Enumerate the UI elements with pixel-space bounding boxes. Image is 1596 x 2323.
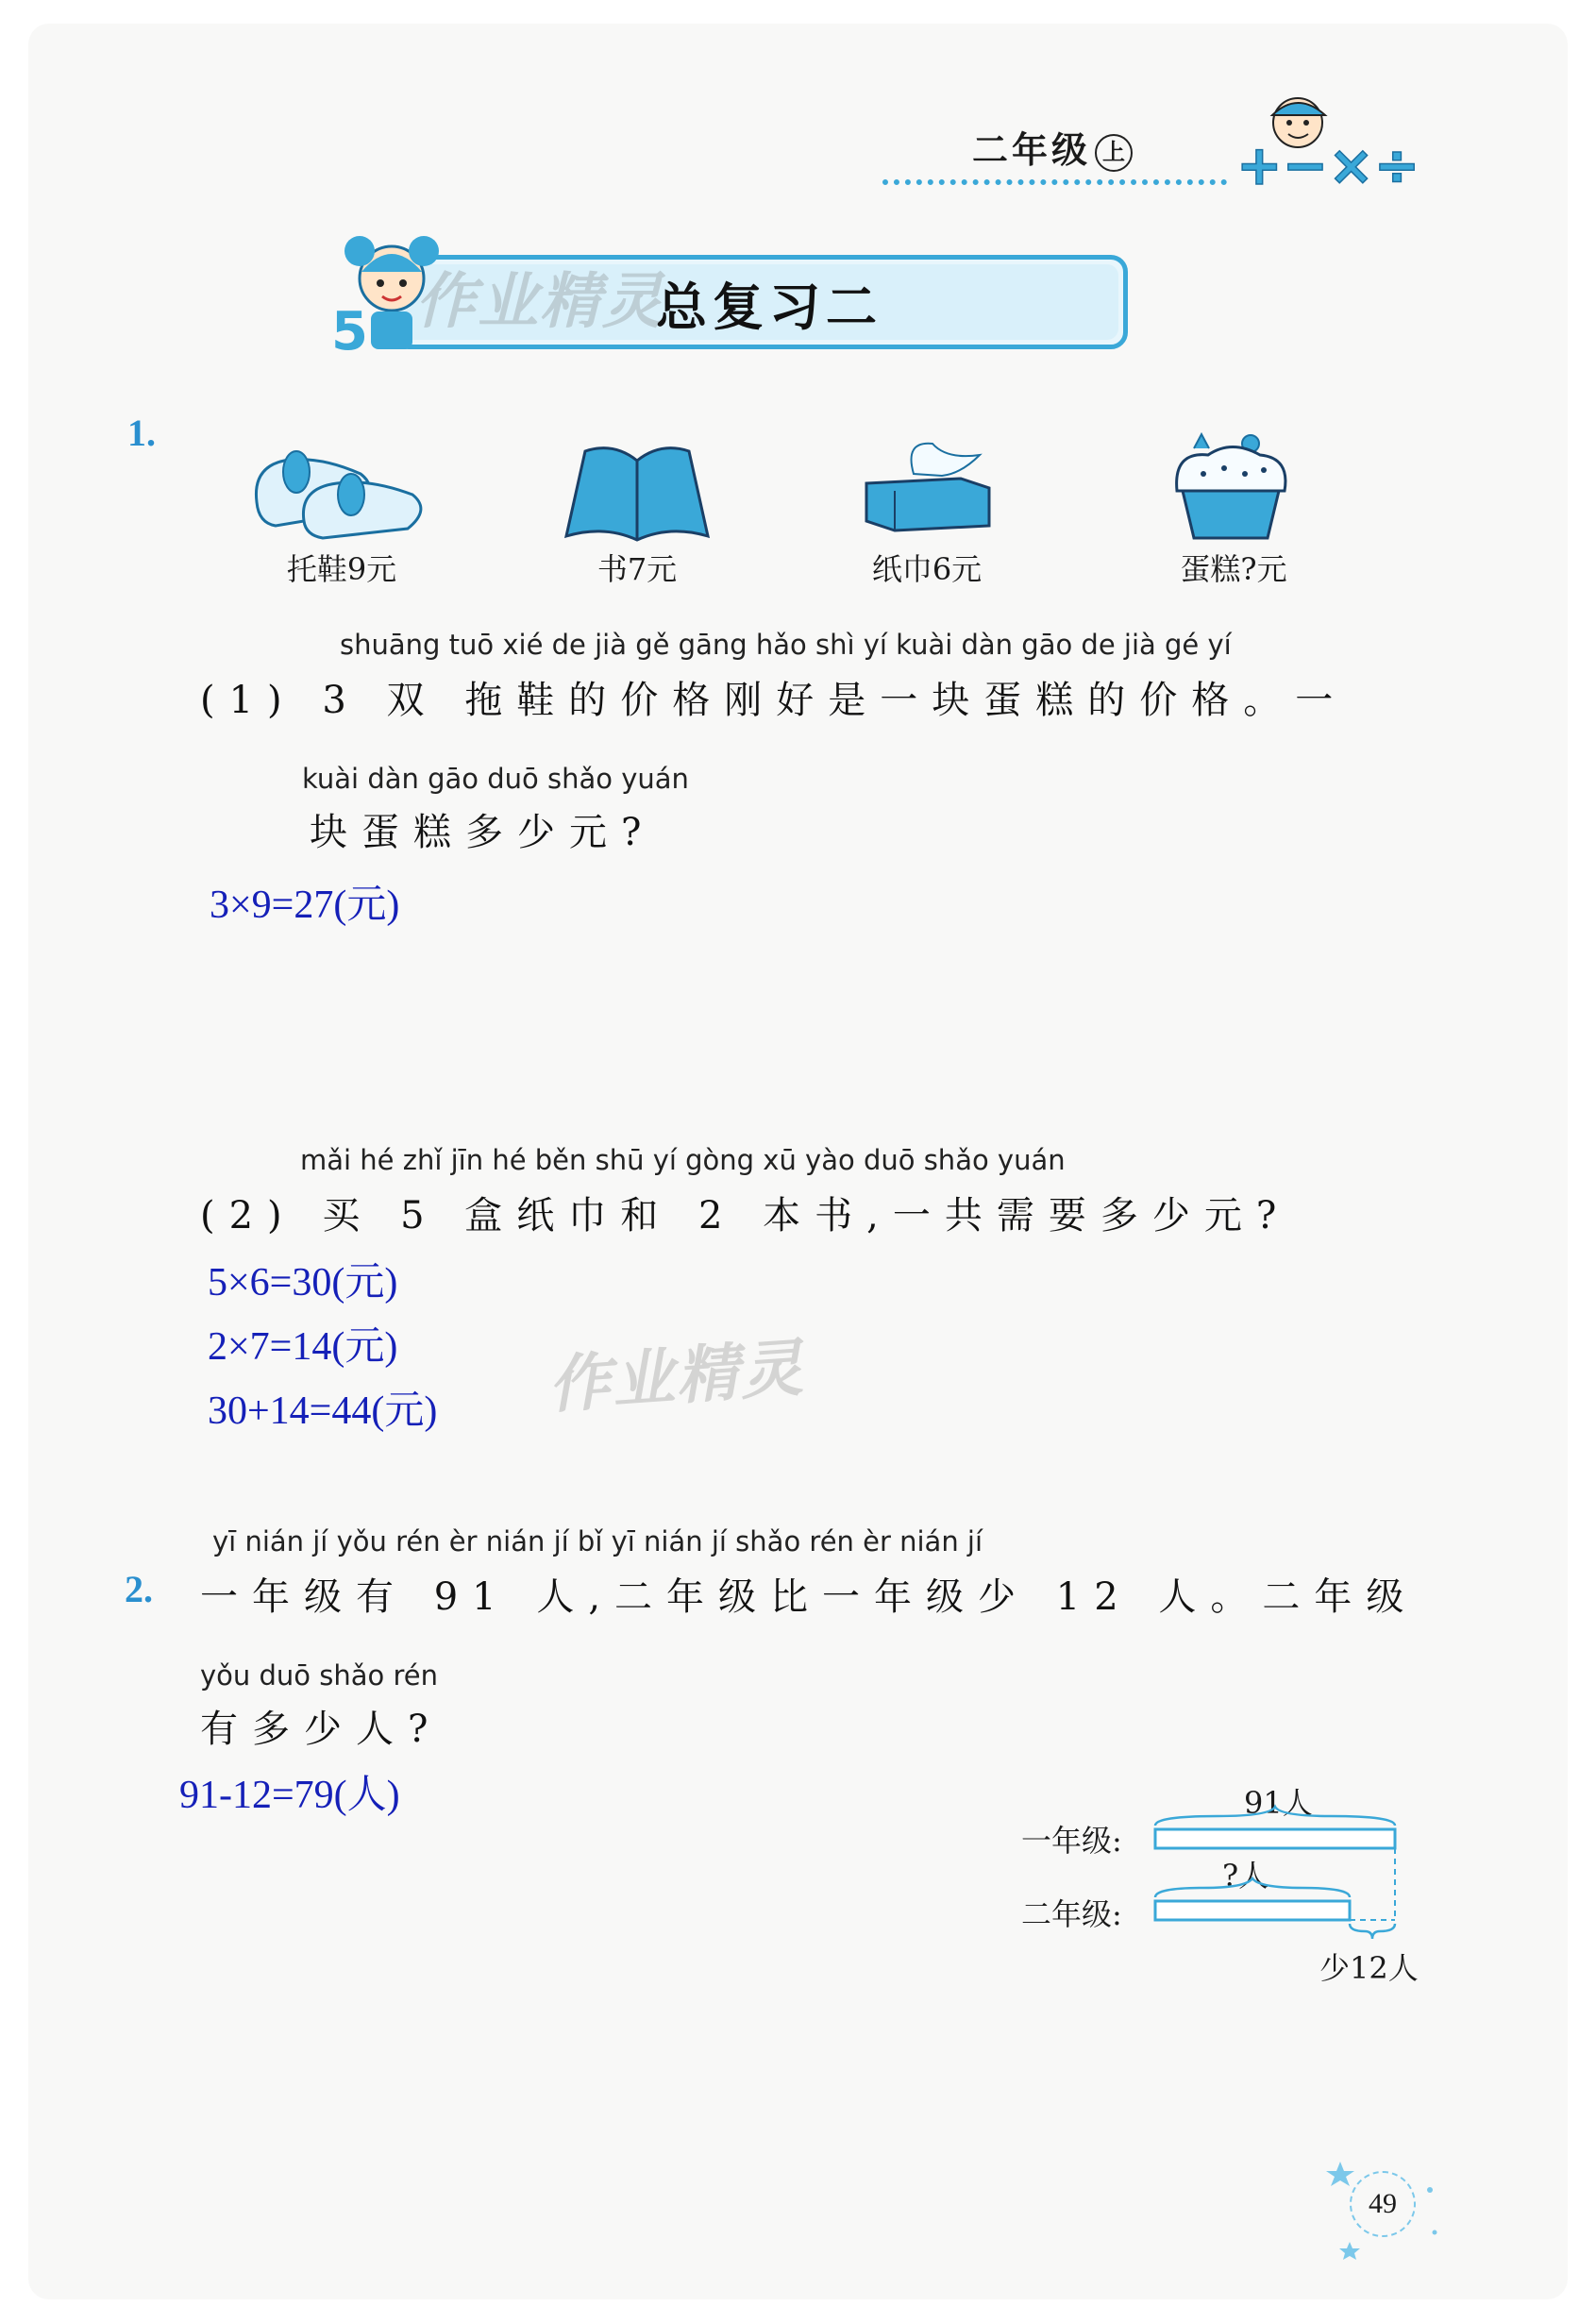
header-dotted-line	[882, 179, 1227, 185]
diagram-row2-label: 二年级:	[1021, 1896, 1122, 1932]
item-label-cake: 蛋糕?元	[1180, 551, 1287, 587]
q1-part1-answer: 3×9=27(元)	[210, 884, 400, 927]
book-icon	[557, 442, 717, 546]
mascot-math-symbols-icon	[1227, 94, 1435, 198]
svg-text:+−×÷: +−×÷	[1236, 133, 1420, 197]
q2-pinyin-line1: yī nián jí yǒu rén èr nián jí bǐ yī nián jí shǎo rén èr nián jí	[212, 1525, 983, 1557]
diagram-row1-value: 91人	[1244, 1785, 1313, 1821]
diagram-row2-value: ?人	[1222, 1858, 1269, 1894]
item-label-tissue: 纸巾6元	[871, 551, 983, 587]
q1-part2-answer-1: 5×6=30(元)	[208, 1261, 398, 1305]
question-2-number: 2.	[125, 1568, 153, 1610]
q1-part2-text: (2) 买 5 盒纸巾和 2 本书,一共需要多少元?	[200, 1194, 1291, 1237]
item-label-slippers: 托鞋9元	[286, 551, 397, 587]
q2-answer: 91-12=79(人)	[179, 1774, 400, 1817]
diagram-diff-label: 少12人	[1319, 1950, 1419, 1986]
page-number: 49	[1350, 2171, 1416, 2237]
q2-text-line1: 一年级有 91 人,二年级比一年级少 12 人。二年级	[200, 1575, 1419, 1619]
item-label-book: 书7元	[596, 551, 678, 587]
line-segment-diagram	[1151, 1803, 1406, 1944]
section-title: 总复习二	[656, 278, 882, 337]
grade-sub-badge: 上	[1095, 134, 1133, 172]
q1-part1-pinyin-line1: shuāng tuō xié de jià gě gāng hǎo shì yí kuài dàn gāo de jià gé yí	[340, 629, 1232, 661]
tissue-box-icon	[857, 436, 999, 540]
q1-part2-answer-2: 2×7=14(元)	[208, 1325, 398, 1369]
slippers-icon	[247, 436, 436, 540]
q2-text-line2: 有多少人?	[200, 1708, 443, 1751]
banner-watermark: 作业精灵	[415, 267, 664, 337]
grade-title: 二年级 上	[972, 121, 1133, 173]
mid-watermark: 作业精灵	[546, 1331, 807, 1422]
q1-part2-answer-3: 30+14=44(元)	[208, 1389, 438, 1433]
svg-text:5: 5	[331, 301, 368, 359]
q2-pinyin-line2: yǒu duō shǎo rén	[200, 1659, 438, 1692]
q1-part1-text-line1: (1) 3 双 拖鞋的价格刚好是一块蛋糕的价格。一	[200, 679, 1348, 722]
q1-part2-pinyin: mǎi hé zhǐ jīn hé běn shū yí gòng xū yào duō shǎo yuán	[300, 1144, 1066, 1176]
diagram-row1-label: 一年级:	[1021, 1823, 1122, 1859]
q1-part1-text-line2: 块蛋糕多少元?	[310, 811, 656, 854]
question-1-number: 1.	[127, 412, 156, 454]
q1-part1-pinyin-line2: kuài dàn gāo duō shǎo yuán	[302, 763, 689, 795]
cupcake-icon	[1166, 406, 1298, 547]
